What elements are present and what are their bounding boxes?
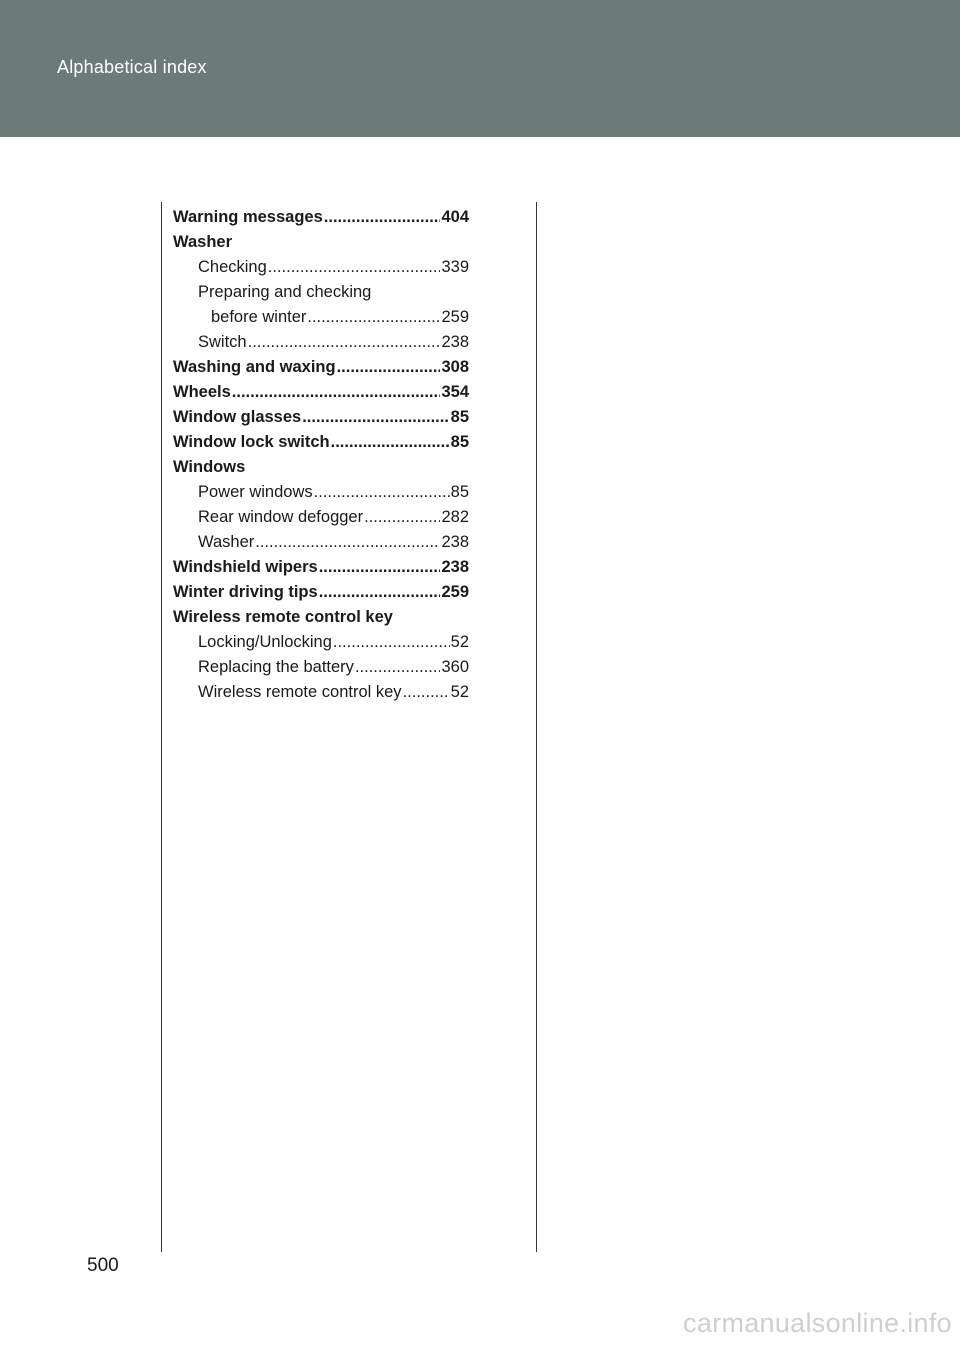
index-term: Rear window defogger (198, 508, 364, 526)
index-term: Warning messages (173, 208, 323, 226)
page-header (0, 0, 960, 137)
index-entry (173, 455, 469, 480)
dot-leader (319, 555, 441, 580)
index-entry (173, 430, 469, 455)
index-term: Windows (173, 458, 246, 476)
index-page-ref: 85 (450, 408, 469, 426)
index-term: Locking/Unlocking (198, 633, 332, 651)
dot-leader (403, 680, 450, 705)
index-page-ref: 282 (441, 508, 469, 526)
section-title: Alphabetical index (57, 57, 207, 77)
dot-leader (337, 355, 441, 380)
index-entry (173, 405, 469, 430)
index-term: Washer (173, 233, 232, 251)
index-page-ref: 354 (441, 383, 469, 401)
index-term: Window lock switch (173, 433, 330, 451)
dot-leader (331, 430, 450, 455)
index-entry (173, 530, 469, 555)
index-term: Replacing the battery (198, 658, 354, 676)
index-entry (173, 230, 469, 255)
dot-leader (307, 305, 440, 330)
index-term: Washing and waxing (173, 358, 336, 376)
index-page-ref: 308 (441, 358, 469, 376)
dot-leader (268, 255, 441, 280)
index-entry (173, 255, 469, 280)
index-page-ref: 404 (441, 208, 469, 226)
index-entry (173, 605, 469, 630)
dot-leader (364, 505, 440, 530)
index-page-ref: 339 (441, 258, 469, 276)
index-page-ref: 360 (441, 658, 469, 676)
index-term: Power windows (198, 483, 313, 501)
index-term: Wireless remote control key (173, 608, 393, 626)
index-entry (173, 680, 469, 705)
index-page-ref: 52 (450, 683, 469, 701)
index-term: Washer (198, 533, 255, 551)
index-entry (173, 480, 469, 505)
column-divider-right (536, 202, 537, 1252)
index-entry (173, 555, 469, 580)
dot-leader (324, 205, 441, 230)
dot-leader (232, 380, 441, 405)
index-term: Checking (198, 258, 267, 276)
index-page-ref: 85 (450, 433, 469, 451)
index-term: Window glasses (173, 408, 302, 426)
watermark: carmanualsonline.info (683, 1308, 952, 1338)
index-entry (173, 580, 469, 605)
index-term: Wireless remote control key (198, 683, 402, 701)
dot-leader (248, 330, 441, 355)
index-entry (173, 630, 469, 655)
dot-leader (255, 530, 440, 555)
index-entry (173, 330, 469, 355)
dot-leader (314, 480, 450, 505)
index-term: before winter (211, 308, 307, 326)
index-page-ref: 259 (441, 308, 469, 326)
index-entry (173, 355, 469, 380)
index-page-ref: 238 (441, 533, 469, 551)
index-page-ref: 52 (450, 633, 469, 651)
index-entry (173, 655, 469, 680)
index-entry (173, 305, 469, 330)
index-page-ref: 238 (441, 333, 469, 351)
index-entry (173, 380, 469, 405)
index-page-ref: 238 (441, 558, 469, 576)
index-page-ref: 259 (441, 583, 469, 601)
index-term: Switch (198, 333, 247, 351)
index-term: Wheels (173, 383, 231, 401)
index-term: Preparing and checking (198, 283, 372, 301)
page-number: 500 (87, 1255, 119, 1276)
index-entry (173, 205, 469, 230)
index-column (173, 205, 469, 705)
index-entry (173, 505, 469, 530)
index-term: Winter driving tips (173, 583, 318, 601)
dot-leader (302, 405, 449, 430)
dot-leader (333, 630, 450, 655)
index-term: Windshield wipers (173, 558, 318, 576)
index-entry (173, 280, 469, 305)
dot-leader (355, 655, 441, 680)
dot-leader (319, 580, 441, 605)
column-divider-left (161, 202, 162, 1252)
index-page-ref: 85 (450, 483, 469, 501)
